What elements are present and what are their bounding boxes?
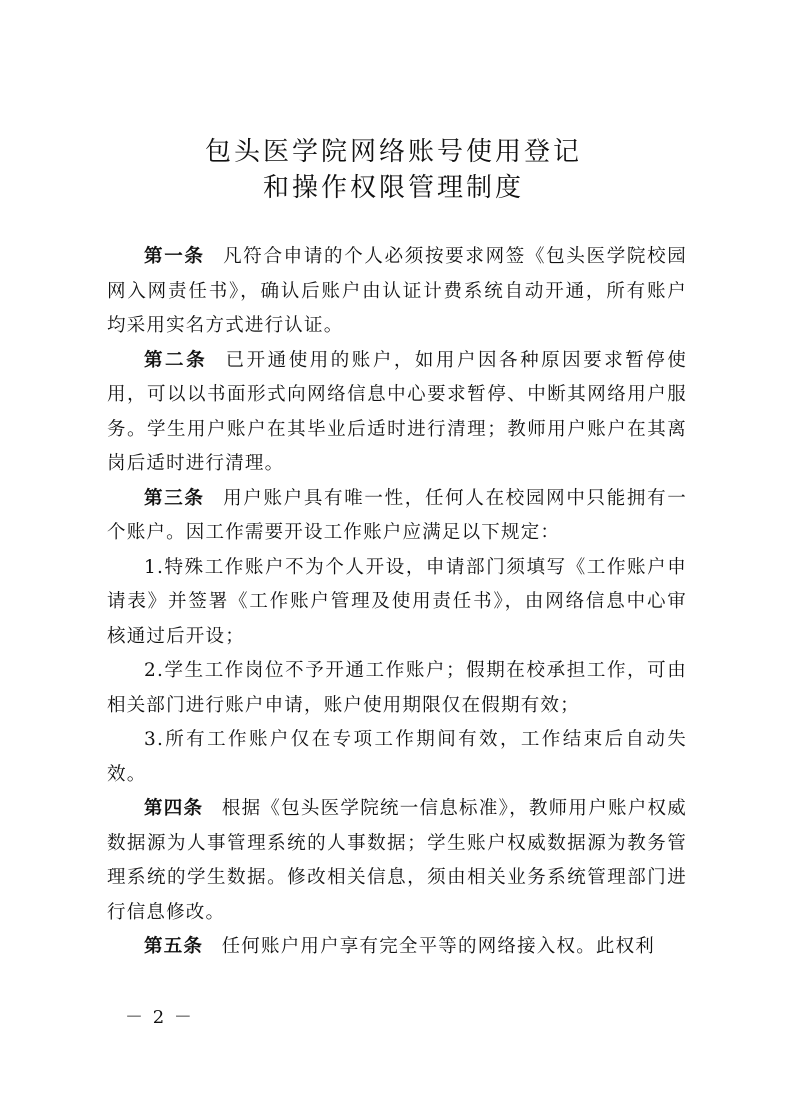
clause-2	[107, 654, 687, 723]
article-label: 第五条	[144, 936, 204, 957]
article-text: 用户账户具有唯一性，任何人在校园网中只能拥有一个账户。因工作需要开设工作账户应满足以下规定：	[107, 487, 687, 543]
article-text: 已开通使用的账户，如用户因各种原因要求暂停使用，可以以书面形式向网络信息中心要求暂停、中断其网络用户服务。学生用户账户在其毕业后适时进行清理；教师用户账户在其离岗后适时进行清理。	[107, 349, 687, 474]
clause-text: 2.学生工作岗位不予开通工作账户；假期在校承担工作，可由相关部门进行账户申请，账户使用期限仅在假期有效；	[107, 660, 687, 716]
document-title	[0, 134, 787, 206]
clause-text: 3.所有工作账户仅在专项工作期间有效，工作结束后自动失效。	[107, 729, 687, 785]
title-line-2: 和操作权限管理制度	[262, 173, 524, 203]
article-label: 第一条	[144, 246, 205, 267]
article-text: 根据《包头医学院统一信息标准》，教师用户账户权威数据源为人事管理系统的人事数据；学生账户权威数据源为教务管理系统的学生数据。修改相关信息，须由相关业务系统管理部门进行信息修改。	[107, 798, 687, 923]
article-text: 任何账户用户享有完全平等的网络接入权。此权利	[221, 936, 656, 957]
article-1	[107, 240, 687, 344]
article-label: 第三条	[144, 487, 205, 509]
article-label: 第二条	[144, 349, 208, 371]
article-4	[107, 792, 687, 930]
article-3	[107, 482, 687, 551]
article-2	[107, 344, 687, 482]
document-body	[107, 240, 687, 965]
article-label: 第四条	[144, 798, 204, 819]
clause-1	[107, 551, 687, 655]
article-5	[107, 930, 687, 965]
page-number: － 2 －	[125, 1007, 194, 1028]
article-text: 凡符合申请的个人必须按要求网签《包头医学院校园网入网责任书》，确认后账户由认证计费系统自动开通，所有账户均采用实名方式进行认证。	[107, 246, 687, 336]
title-line-1: 包头医学院网络账号使用登记	[204, 137, 582, 167]
clause-text: 1.特殊工作账户不为个人开设，申请部门须填写《工作账户申请表》并签署《工作账户管理及使用责任书》，由网络信息中心审核通过后开设；	[107, 556, 687, 647]
clause-3	[107, 723, 687, 792]
